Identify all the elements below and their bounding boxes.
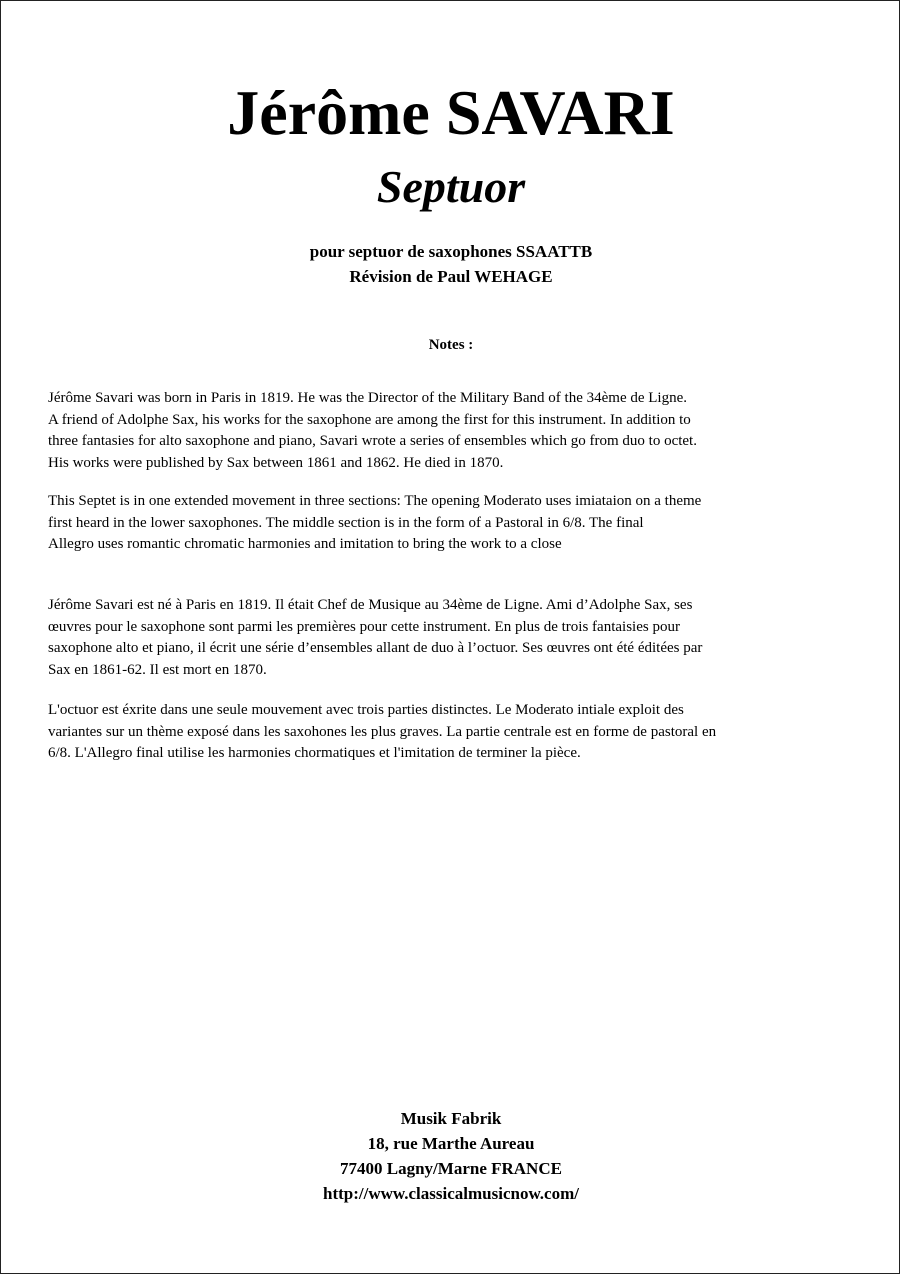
notes-paragraph-french-description <box>48 700 878 765</box>
notes-paragraph-english-biography <box>48 388 878 474</box>
composer-name: Jérôme SAVARI <box>227 77 675 148</box>
paragraph-line: His works were published by Sax between 1861 and 1862. He died in 1870. <box>48 454 504 471</box>
paragraph-line: Jérôme Savari was born in Paris in 1819. He was the Director of the Military Band of the 34ème de Ligne. <box>48 390 688 406</box>
notes-heading: Notes : <box>428 337 474 353</box>
paragraph-line: three fantasies for alto saxophone and piano, Savari wrote a series of ensembles which go from duo to octet. <box>48 433 697 449</box>
paragraph-line: A friend of Adolphe Sax, his works for the saxophone are among the first for this instrument. In addition to <box>48 411 691 428</box>
publisher-url: http://www.classicalmusicnow.com/ <box>323 1184 579 1203</box>
revision-line: Révision de Paul WEHAGE <box>349 267 553 286</box>
subtitle-block <box>1 239 900 289</box>
paragraph-line: Sax en 1861-62. Il est mort en 1870. <box>48 661 267 678</box>
instrumentation-line: pour septuor de saxophones SSAATTB <box>309 242 593 261</box>
paragraph-line: Allegro uses romantic chromatic harmonies and imitation to bring the work to a close <box>48 536 562 552</box>
paragraph-line: saxophone alto et piano, il écrit une série d’ensembles allant de duo à l’octuor. Ses œuvres ont été éditées par <box>48 640 703 656</box>
publisher-city: 77400 Lagny/Marne FRANCE <box>340 1159 562 1178</box>
publisher-name: Musik Fabrik <box>400 1109 502 1128</box>
paragraph-line: L'octuor est éxrite dans une seule mouvement avec trois parties distinctes. Le Moderato intiale exploit des <box>48 702 684 718</box>
work-title: Septuor <box>376 161 526 212</box>
publisher-street: 18, rue Marthe Aureau <box>367 1134 535 1153</box>
paragraph-line: first heard in the lower saxophones. The middle section is in the form of a Pastoral in 6/8. The final <box>48 514 644 531</box>
paragraph-line: Jérôme Savari est né à Paris en 1819. Il était Chef de Musique au 34ème de Ligne. Ami d’Adolphe Sax, ses <box>48 597 693 613</box>
notes-paragraph-english-description <box>48 491 878 556</box>
paragraph-line: This Septet is in one extended movement in three sections: The opening Moderato uses imiataion on a theme <box>48 493 702 509</box>
paragraph-line: variantes sur un thème exposé dans les saxohones les plus graves. La partie centrale est en forme de pastoral en <box>48 723 717 740</box>
paragraph-line: œuvres pour le saxophone sont parmi les premières pour cette instrument. En plus de trois fantaisies pour <box>48 618 680 635</box>
paragraph-line: 6/8. L'Allegro final utilise les harmonies chormatiques et l'imitation de terminer la pièce. <box>48 745 581 761</box>
publisher-block <box>1 1106 900 1206</box>
notes-paragraph-french-biography <box>48 595 878 681</box>
